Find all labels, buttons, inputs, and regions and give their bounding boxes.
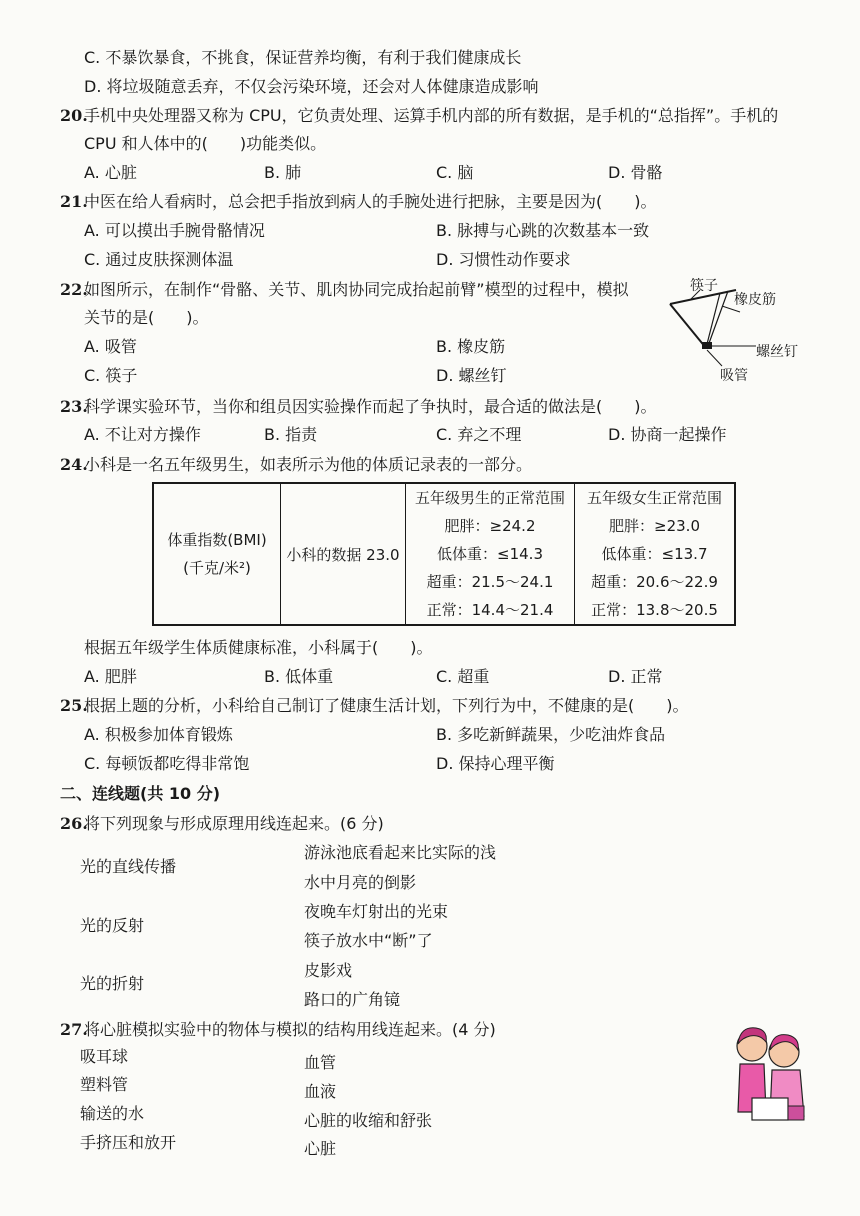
pointer-straw: [707, 350, 722, 366]
q27-stem: 将心脏模拟实验中的物体与模拟的结构用线连起来。(4 分): [84, 1020, 496, 1039]
q22-stem-line2: 关节的是( )。: [84, 308, 209, 327]
q26-number: 26.: [60, 814, 88, 833]
boys-normal: 正常：14.4～21.4: [426, 601, 554, 619]
q27-right-1[interactable]: 血管: [304, 1053, 337, 1072]
q26-stem: 将下列现象与形成原理用线连起来。(6 分): [84, 814, 384, 833]
q26-right-3[interactable]: 夜晚车灯射出的光束: [304, 902, 449, 921]
q27-left-4[interactable]: 手挤压和放开: [80, 1133, 177, 1152]
q24-option-c: C. 超重: [436, 667, 490, 686]
q26-right-5[interactable]: 皮影戏: [304, 961, 353, 980]
q24-option-d: D. 正常: [608, 667, 663, 686]
q21-option-a: A. 可以摸出手腕骨骼情况: [84, 221, 265, 240]
q25-number: 25.: [60, 696, 88, 715]
q23-option-c: C. 弃之不理: [436, 425, 522, 444]
q25-option-a: A. 积极参加体育锻炼: [84, 725, 233, 744]
girls-overweight: 超重：20.6～22.9: [591, 573, 718, 591]
label-straw: 吸管: [720, 368, 748, 384]
q22-option-b: B. 橡皮筋: [436, 337, 506, 356]
q21-option-d: D. 习惯性动作要求: [436, 250, 571, 269]
q27-number: 27.: [60, 1020, 88, 1039]
q20-option-d: D. 骨骼: [608, 163, 663, 182]
boys-obese: 肥胖：≥24.2: [444, 517, 536, 535]
q22-option-a: A. 吸管: [84, 337, 137, 356]
q20-option-a: A. 心脏: [84, 163, 137, 182]
q27-left-1[interactable]: 吸耳球: [80, 1047, 129, 1066]
arm-model-diagram: [660, 276, 810, 386]
q20-stem-line1: 手机中央处理器又称为 CPU，它负责处理、运算手机内部的所有数据，是手机的“总指挥”。手机的: [84, 106, 779, 125]
q24-stem: 小科是一名五年级男生，如表所示为他的体质记录表的一部分。: [84, 455, 533, 474]
bmi-header-line1: 体重指数(BMI): [167, 531, 267, 549]
q23-stem: 科学课实验环节，当你和组员因实验操作而起了争执时，最合适的做法是( )。: [84, 397, 657, 416]
q21-option-b: B. 脉搏与心跳的次数基本一致: [436, 221, 650, 240]
q26-right-4[interactable]: 筷子放水中“断”了: [304, 931, 433, 950]
q23-number: 23.: [60, 397, 88, 416]
girls-obese: 肥胖：≥23.0: [609, 517, 700, 535]
boys-range-title: 五年级男生的正常范围: [414, 489, 565, 507]
label-rubber-band: 橡皮筋: [734, 292, 776, 308]
q24-option-b: B. 低体重: [264, 667, 334, 686]
box-shadow: [788, 1106, 804, 1120]
q26-left-1[interactable]: 光的直线传播: [80, 857, 177, 876]
girls-range-title: 五年级女生正常范围: [586, 489, 722, 507]
q22-option-c: C. 筷子: [84, 366, 138, 385]
straw-joint: [702, 342, 712, 349]
q20-option-b: B. 肺: [264, 163, 302, 182]
q25-option-b: B. 多吃新鲜蔬果，少吃油炸食品: [436, 725, 666, 744]
q21-stem: 中医在给人看病时，总会把手指放到病人的手腕处进行把脉，主要是因为( )。: [84, 192, 657, 211]
q19-option-c: C. 不暴饮暴食，不挑食，保证营养均衡，有利于我们健康成长: [84, 48, 522, 67]
q20-number: 20.: [60, 106, 88, 125]
label-screw: 螺丝钉: [756, 344, 798, 360]
q25-stem: 根据上题的分析，小科给自己制订了健康生活计划，下列行为中，不健康的是( )。: [84, 696, 689, 715]
label-chopsticks: 筷子: [690, 278, 718, 294]
section-2-heading: 二、连线题(共 10 分): [60, 784, 221, 803]
q27-left-3[interactable]: 输送的水: [80, 1104, 145, 1123]
q26-right-1[interactable]: 游泳池底看起来比实际的浅: [304, 843, 497, 862]
q24-question: 根据五年级学生体质健康标准，小科属于( )。: [84, 638, 433, 657]
xiaoke-data: 小科的数据 23.0: [286, 545, 400, 564]
q21-option-c: C. 通过皮肤探测体温: [84, 250, 234, 269]
q25-option-c: C. 每顿饭都吃得非常饱: [84, 754, 250, 773]
q24-option-a: A. 肥胖: [84, 667, 137, 686]
q22-stem-line1: 如图所示，在制作“骨骼、关节、肌肉协同完成抬起前臂”模型的过程中，模拟: [84, 280, 629, 299]
q25-option-d: D. 保持心理平衡: [436, 754, 555, 773]
q22-number: 22.: [60, 280, 88, 299]
q22-option-d: D. 螺丝钉: [436, 366, 507, 385]
q27-right-2[interactable]: 血液: [304, 1082, 337, 1101]
children-illustration: [730, 1020, 810, 1130]
boys-range-cell: [406, 483, 575, 625]
chopstick-lower: [670, 304, 706, 348]
q26-right-6[interactable]: 路口的广角镜: [304, 990, 401, 1009]
q26-left-2[interactable]: 光的反射: [80, 916, 145, 935]
q26-left-3[interactable]: 光的折射: [80, 974, 145, 993]
q20-stem-line2: CPU 和人体中的( )功能类似。: [84, 134, 327, 153]
q27-right-4[interactable]: 心脏: [304, 1139, 337, 1158]
q24-number: 24.: [60, 455, 88, 474]
q27-left-2[interactable]: 塑料管: [80, 1075, 129, 1094]
girls-range-cell: [575, 483, 736, 625]
xiaoke-data-cell: [281, 483, 406, 625]
bmi-table: [152, 482, 736, 626]
boys-underweight: 低体重：≤14.3: [437, 545, 543, 563]
q27-right-3[interactable]: 心脏的收缩和舒张: [304, 1111, 433, 1130]
q23-option-d: D. 协商一起操作: [608, 425, 727, 444]
bmi-header-cell: [153, 483, 281, 625]
q23-option-b: B. 指责: [264, 425, 318, 444]
q19-option-d: D. 将垃圾随意丢弃，不仅会污染环境，还会对人体健康造成影响: [84, 77, 539, 96]
girls-underweight: 低体重：≤13.7: [601, 545, 708, 563]
q21-number: 21.: [60, 192, 88, 211]
q23-option-a: A. 不让对方操作: [84, 425, 201, 444]
q20-option-c: C. 脑: [436, 163, 474, 182]
girls-normal: 正常：13.8～20.5: [591, 601, 718, 619]
experiment-box: [752, 1098, 788, 1120]
bmi-header-line2: (千克/米²): [183, 559, 251, 577]
boys-overweight: 超重：21.5～24.1: [426, 573, 554, 591]
q26-right-2[interactable]: 水中月亮的倒影: [304, 873, 417, 892]
